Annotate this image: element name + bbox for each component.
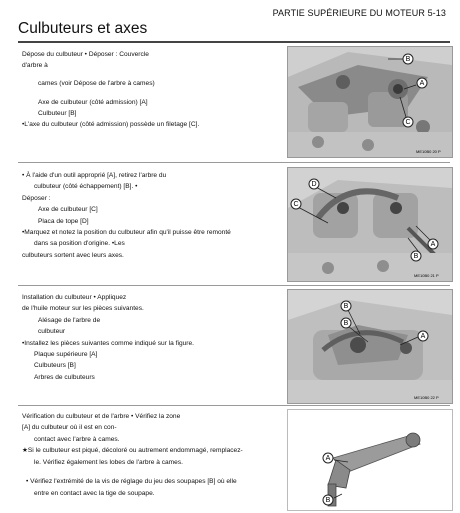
section-divider bbox=[18, 285, 450, 286]
figure-3-drawing bbox=[288, 290, 452, 403]
text-line: Plaque supérieure [A] bbox=[34, 351, 98, 359]
callout-c-text: C bbox=[405, 119, 411, 126]
figure-exhaust-shaft-removal bbox=[287, 167, 453, 282]
callout-c bbox=[291, 199, 301, 209]
text-line: culbuteurs sortent avec leurs axes. bbox=[22, 251, 124, 259]
callout-b bbox=[341, 318, 351, 328]
figure-code: ME10B0 21 P bbox=[414, 273, 439, 278]
text-block-installation bbox=[22, 292, 272, 383]
figure-rocker-arm-installation bbox=[287, 289, 453, 404]
text-line: Axe de culbuteur [C] bbox=[38, 206, 98, 214]
section-title: Culbuteurs et axes bbox=[18, 20, 148, 37]
text-block-removal-exhaust bbox=[22, 170, 272, 261]
text-line: de l'huile moteur sur les pièces suivantes. bbox=[22, 305, 144, 313]
callout-a bbox=[417, 78, 427, 88]
text-line: Arbres de culbuteurs bbox=[34, 373, 95, 381]
figure-rocker-arm-removal bbox=[287, 46, 453, 158]
text-line: Placa de tope [D] bbox=[38, 217, 89, 225]
callout-b bbox=[323, 495, 333, 505]
callout-b-text: B bbox=[405, 56, 411, 63]
title-divider bbox=[18, 41, 450, 43]
callout-c bbox=[403, 117, 413, 127]
text-line: le. Vérifiez également les lobes de l'arbre à cames. bbox=[34, 458, 183, 466]
figure-4-drawing bbox=[288, 410, 452, 510]
text-line: Alésage de l'arbre de bbox=[38, 316, 101, 324]
text-line: culbuteur bbox=[38, 328, 66, 336]
text-line: culbuteur (côté échappement) [B]. • bbox=[34, 183, 138, 191]
callout-d bbox=[309, 179, 319, 189]
text-line: Dépose du culbuteur • Déposer : Couvercle bbox=[22, 51, 149, 58]
callout-b-text: B bbox=[343, 303, 349, 310]
text-line: Installation du culbuteur • Appliquez bbox=[22, 294, 127, 301]
text-line: Culbuteurs [B] bbox=[34, 362, 76, 370]
callout-a bbox=[418, 331, 428, 341]
text-line: • Vérifiez l'extrémité de la vis de réglage du jeu des soupapes [B] où elle bbox=[26, 478, 237, 486]
callout-a-text: A bbox=[419, 80, 425, 87]
text-line: d'arbre à bbox=[22, 62, 48, 70]
text-line: dans sa position d'origine. •Les bbox=[34, 240, 125, 248]
section-divider bbox=[18, 405, 450, 406]
figure-code: ME10B0 20 P bbox=[416, 149, 441, 154]
text-line: • À l'aide d'un outil approprié [A], retirez l'arbre du bbox=[22, 172, 167, 179]
text-line: ★Si le culbuteur est piqué, décoloré ou autrement endommagé, remplacez- bbox=[22, 447, 243, 455]
callout-b-text: B bbox=[413, 253, 419, 260]
callout-a bbox=[428, 239, 438, 249]
callout-a-text: A bbox=[325, 455, 331, 462]
figure-rocker-arm-inspection bbox=[287, 409, 453, 511]
text-line: •Marquez et notez la position du culbuteur afin qu'il puisse être remonté bbox=[22, 229, 231, 237]
callout-b-text: B bbox=[343, 320, 349, 327]
callout-a-text: A bbox=[430, 241, 436, 248]
callout-d-text: D bbox=[311, 181, 317, 188]
figure-code: ME10B0 22 P bbox=[414, 395, 439, 400]
callout-c-text: C bbox=[293, 201, 299, 208]
callout-b-text: B bbox=[325, 497, 331, 504]
text-block-removal bbox=[22, 49, 272, 131]
figure-2-drawing bbox=[288, 168, 452, 281]
text-block-inspection bbox=[22, 411, 272, 499]
section-divider bbox=[18, 162, 450, 163]
text-line: Culbuteur [B] bbox=[38, 110, 77, 118]
text-line: Axe de culbuteur (côté admission) [A] bbox=[38, 98, 148, 106]
text-line: Déposer : bbox=[22, 194, 51, 202]
text-line: Vérification du culbuteur et de l'arbre • Vérifiez la zone bbox=[22, 413, 181, 420]
text-line: •Installez les pièces suivantes comme indiqué sur la figure. bbox=[22, 339, 194, 347]
text-line: entre en contact avec la tige de soupape. bbox=[34, 489, 155, 497]
text-line: [A] du culbuteur où il est en con- bbox=[22, 424, 117, 432]
text-line: •L'axe du culbuteur (côté admission) possède un filetage [C]. bbox=[22, 121, 200, 129]
callout-a-text: A bbox=[420, 333, 426, 340]
callout-a bbox=[323, 453, 333, 463]
text-line: contact avec l'arbre à cames. bbox=[34, 435, 120, 443]
figure-1-drawing bbox=[288, 47, 452, 157]
callout-b bbox=[411, 251, 421, 261]
page-header: PARTIE SUPÉRIEURE DU MOTEUR 5-13 bbox=[272, 8, 446, 18]
callout-b bbox=[341, 301, 351, 311]
callout-b bbox=[403, 54, 413, 64]
text-line: cames (voir Dépose de l'arbre à cames) bbox=[38, 79, 155, 87]
